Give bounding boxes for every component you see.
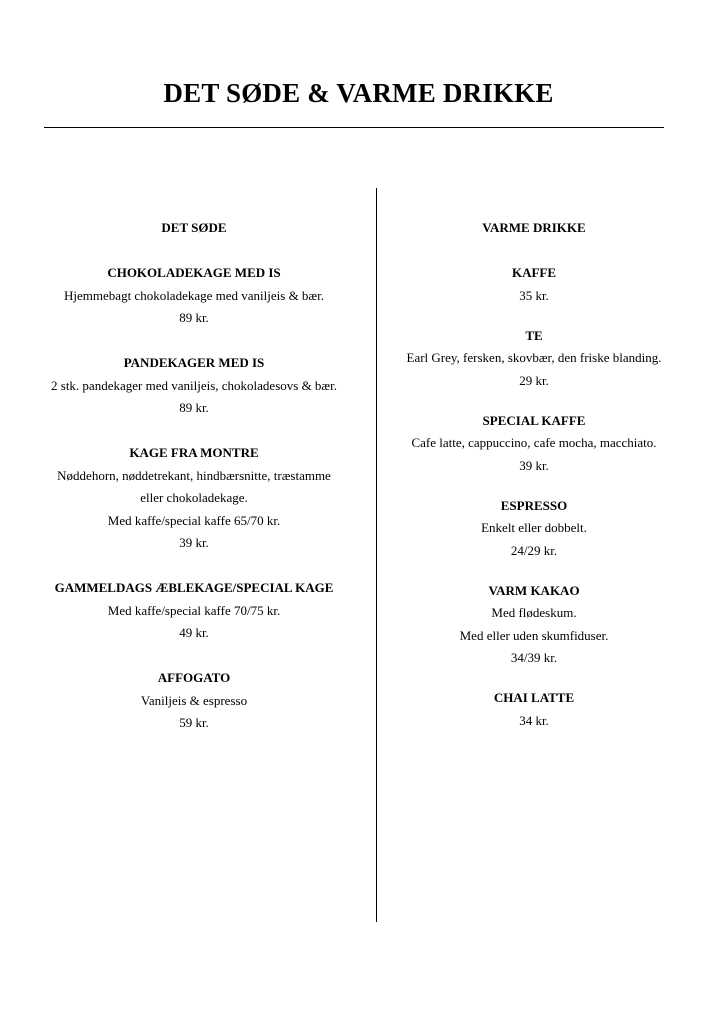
menu-item-name: TE	[525, 327, 543, 343]
menu-item-name: PANDEKAGER MED IS	[123, 355, 265, 370]
menu-item-line: 34/39 kr.	[510, 650, 558, 665]
page-title: DET SØDE & VARME DRIKKE	[163, 78, 554, 108]
right-column	[396, 219, 672, 752]
menu-item-line: 29 kr.	[519, 372, 549, 388]
menu-item	[396, 497, 672, 560]
menu-item-line: 39 kr.	[519, 457, 549, 473]
menu-item	[44, 579, 344, 642]
menu-item	[396, 327, 672, 390]
left-menu-items	[44, 264, 344, 732]
menu-item-line: Earl Grey, fersken, skovbær, den friske blanding.	[406, 350, 662, 365]
menu-item-line: Med eller uden skumfiduser.	[459, 627, 609, 643]
menu-item-line: Nøddehorn, nøddetrekant, hindbærsnitte, træstamme	[57, 467, 331, 483]
menu-item	[396, 689, 672, 730]
menu-item-line: 59 kr.	[179, 715, 209, 730]
title-divider	[44, 127, 664, 128]
menu-item-name: GAMMELDAGS ÆBLEKAGE/SPECIAL KAGE	[54, 580, 334, 595]
menu-item-line: 35 kr.	[519, 287, 549, 303]
menu-item-name: CHAI LATTE	[493, 690, 575, 705]
left-column	[44, 219, 344, 759]
menu-item-line: Med flødeskum.	[491, 605, 577, 620]
left-column-heading: DET SØDE	[161, 220, 227, 235]
menu-item-name: KAGE FRA MONTRE	[129, 445, 259, 460]
menu-item	[44, 444, 344, 552]
menu-item-line: Enkelt eller dobbelt.	[481, 520, 587, 535]
menu-item-line: 89 kr.	[179, 400, 209, 415]
menu-item-line: Hjemmebagt chokoladekage med vaniljeis & bær.	[64, 287, 324, 303]
menu-item	[396, 582, 672, 668]
menu-item-line: Med kaffe/special kaffe 65/70 kr.	[107, 512, 281, 528]
menu-item-line: Med kaffe/special kaffe 70/75 kr.	[107, 602, 281, 618]
menu-item	[44, 264, 344, 327]
menu-item-name: KAFFE	[511, 265, 557, 280]
menu-item	[44, 669, 344, 732]
right-menu-items	[396, 264, 672, 730]
menu-item-name: CHOKOLADEKAGE MED IS	[107, 265, 281, 280]
menu-item-name: VARM KAKAO	[488, 582, 580, 598]
menu-item-name: ESPRESSO	[500, 497, 568, 513]
menu-item-line: 24/29 kr.	[510, 542, 558, 558]
right-column-heading: VARME DRIKKE	[482, 220, 586, 235]
menu-item-name: SPECIAL KAFFE	[482, 412, 586, 428]
menu-item-line: 89 kr.	[179, 310, 209, 325]
menu-item-line: 2 stk. pandekager med vaniljeis, chokoladesovs & bær.	[51, 377, 337, 393]
menu-item-line: Vaniljeis & espresso	[140, 692, 248, 708]
menu-item-line: Cafe latte, cappuccino, cafe mocha, macchiato.	[411, 435, 657, 450]
menu-item-line: 49 kr.	[179, 625, 209, 640]
menu-item	[396, 412, 672, 475]
menu-item-line: 39 kr.	[179, 535, 209, 550]
menu-item	[396, 264, 672, 305]
menu-item-name: AFFOGATO	[157, 670, 231, 685]
column-divider	[376, 188, 377, 922]
menu-item	[44, 354, 344, 417]
menu-item-line: 34 kr.	[519, 712, 549, 728]
menu-item-line: eller chokoladekage.	[140, 490, 248, 505]
